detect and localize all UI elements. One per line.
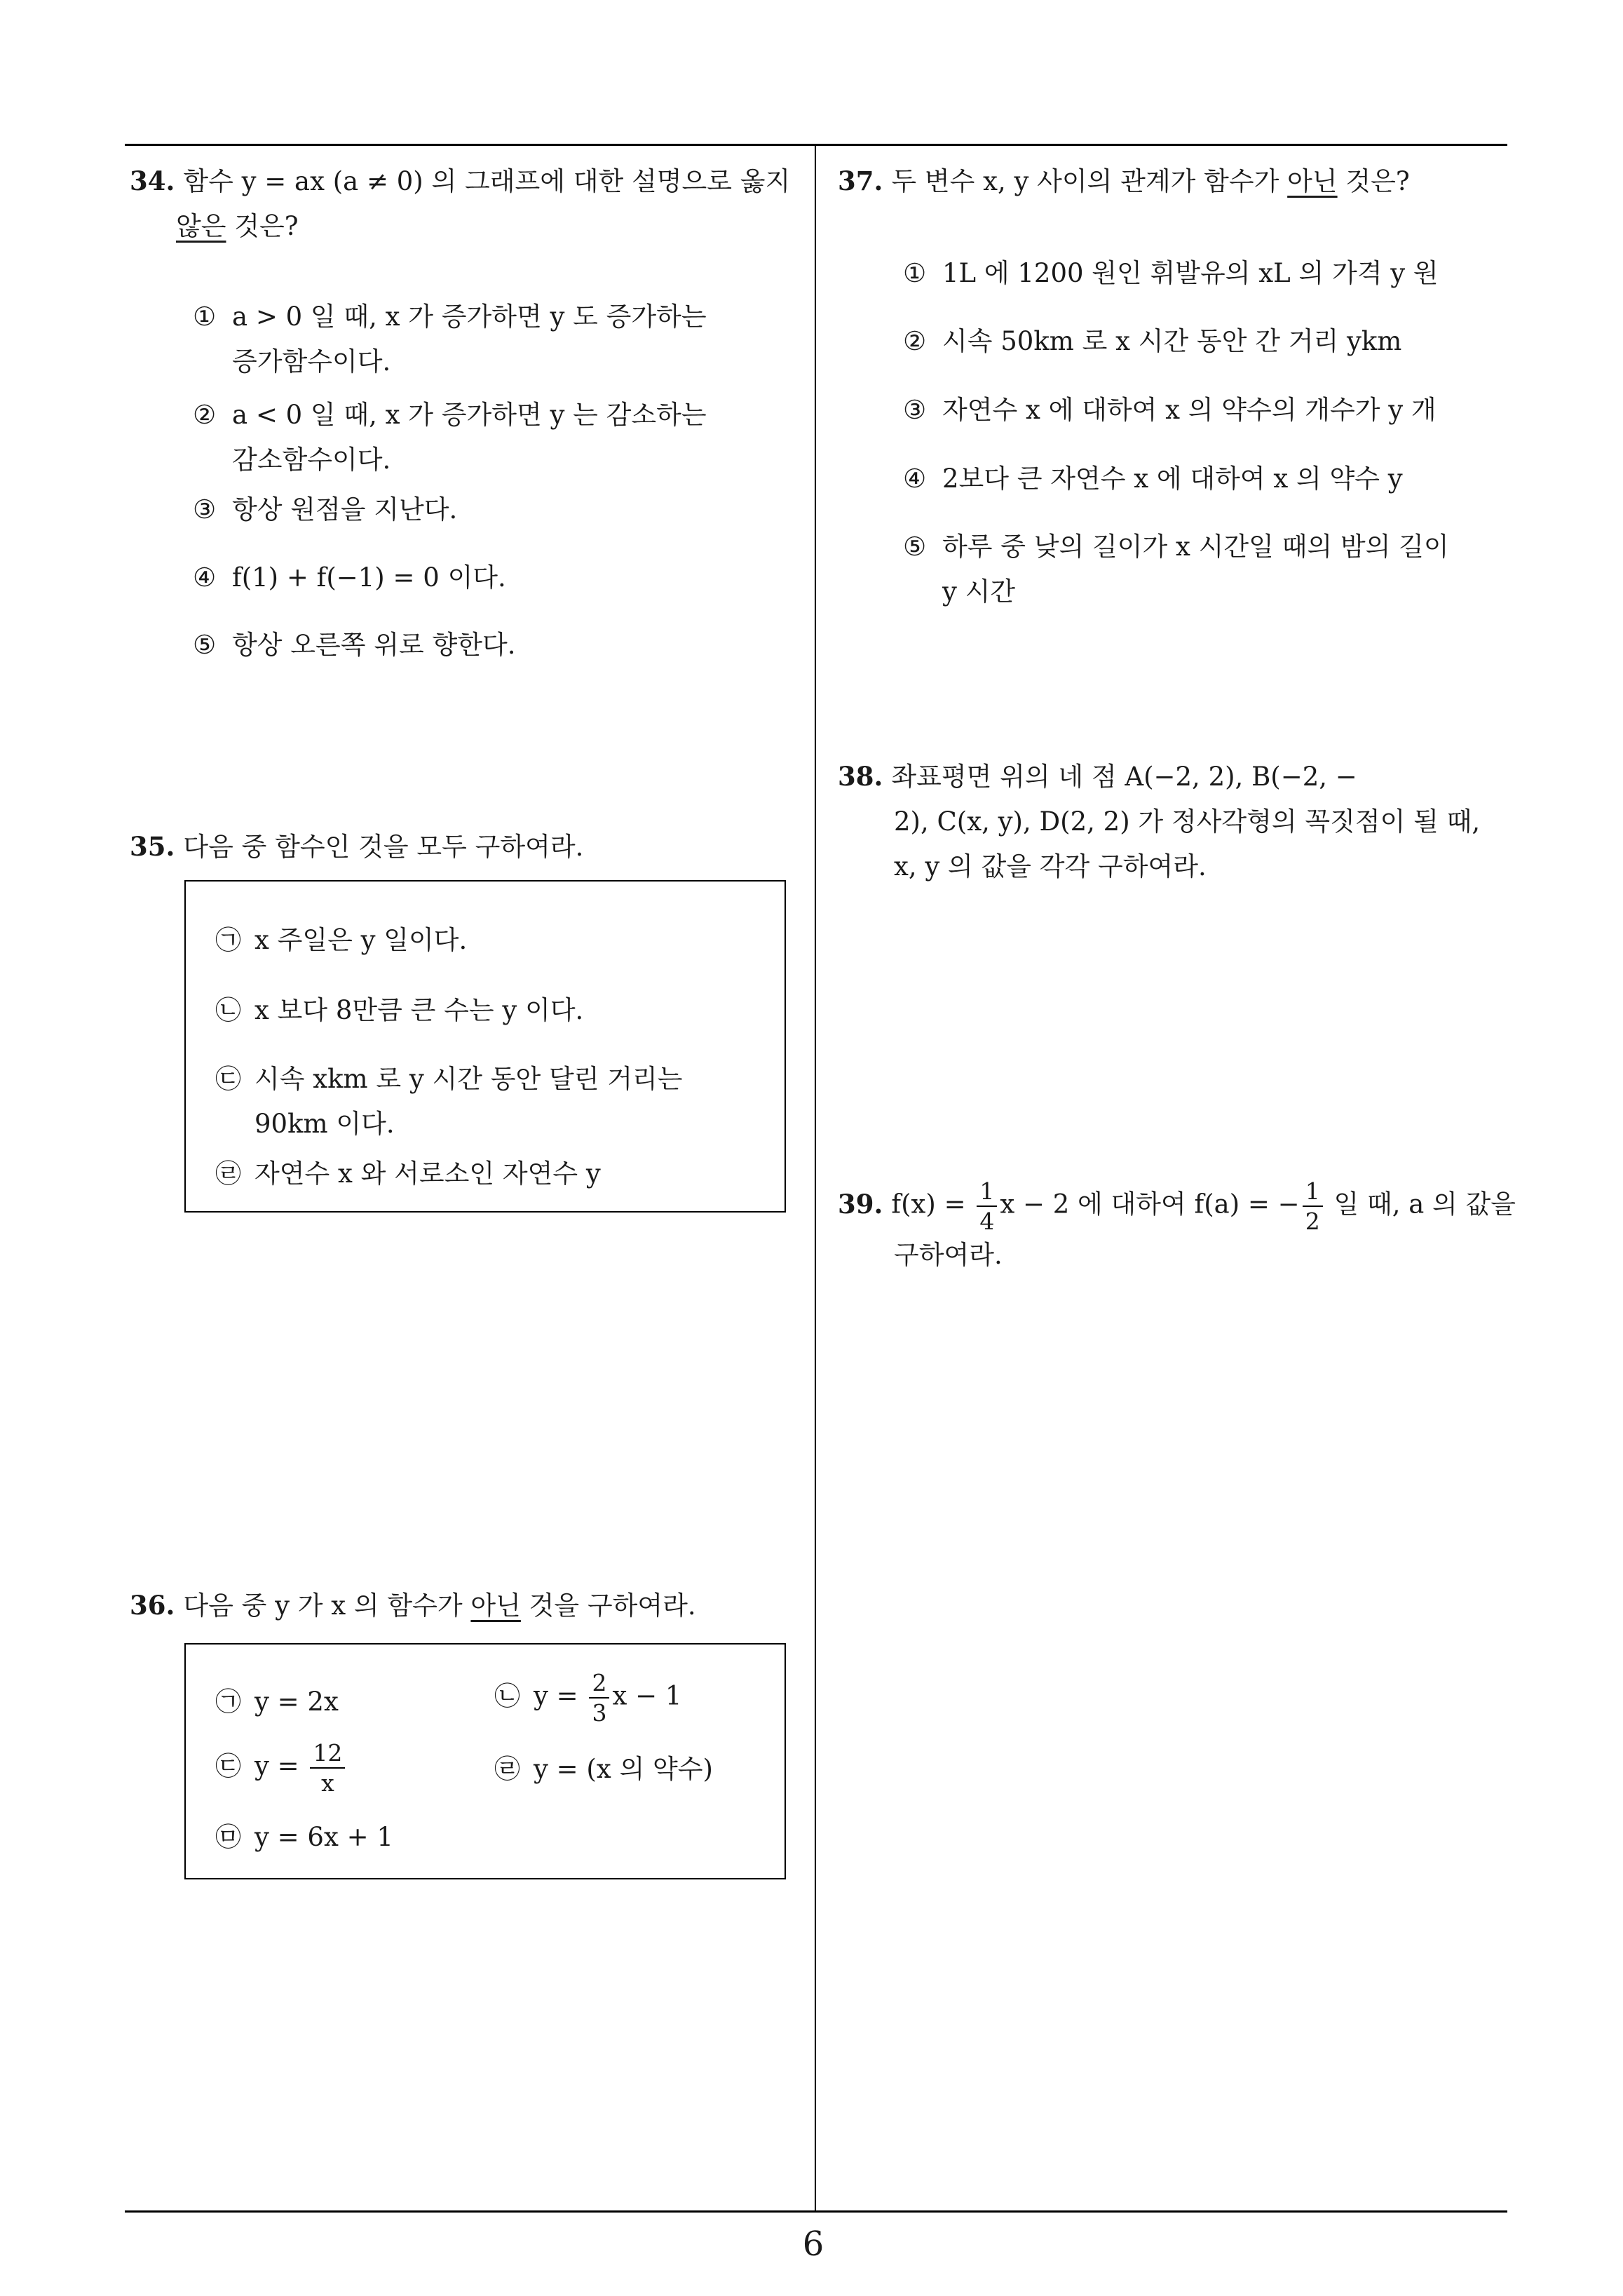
choice-text: y =: [534, 1680, 587, 1711]
page-number: 6: [802, 2224, 824, 2264]
choice-text-cont: 90km 이다.: [254, 1109, 395, 1139]
choice-b[interactable]: [494, 1669, 682, 1727]
option-text: f(1) + f(−1) = 0 이다.: [232, 562, 506, 593]
fraction-denominator: 2: [1305, 1208, 1320, 1235]
fraction-numerator: 1: [1303, 1180, 1323, 1207]
option-text-cont: 감소함수이다.: [232, 445, 391, 475]
fraction-denominator: 4: [979, 1208, 995, 1235]
option-mark: ③: [903, 395, 927, 425]
fraction-numerator: 2: [589, 1671, 609, 1699]
choice-e[interactable]: [215, 1815, 393, 1860]
fraction-numerator: 12: [310, 1741, 345, 1769]
option-mark: ⑤: [903, 532, 927, 562]
option-text: 항상 원점을 지난다.: [232, 494, 458, 525]
question-stem-line-2: 2), C(x, y), D(2, 2) 가 정사각형의 꼭짓점이 될 때,: [894, 806, 1481, 837]
choice-b[interactable]: [215, 988, 583, 1033]
question-34: [130, 158, 803, 249]
choice-text: y = 6x + 1: [254, 1822, 393, 1852]
question-35: [130, 824, 803, 870]
option-mark: ②: [193, 400, 217, 430]
question-stem: f(x) =: [891, 1189, 975, 1220]
choice-mark: ㉠: [215, 925, 241, 955]
option-text: 하루 중 낮의 길이가 x 시간일 때의 밤의 길이: [942, 532, 1449, 562]
fraction-denominator: x: [321, 1769, 334, 1797]
top-rule: [125, 144, 1507, 146]
choice-text: 자연수 x 와 서로소인 자연수 y: [254, 1159, 601, 1189]
question-stem-end: 것은?: [226, 211, 299, 241]
fraction-denominator: 3: [592, 1699, 607, 1727]
choice-mark: ㉡: [215, 995, 241, 1025]
question-stem-line-2: 구하여라.: [894, 1240, 1003, 1270]
underlined-word: 아닌: [1287, 166, 1338, 196]
choice-c[interactable]: [215, 1057, 683, 1147]
fraction: [589, 1669, 609, 1727]
option-1[interactable]: [193, 295, 707, 384]
option-3[interactable]: [193, 487, 457, 532]
q35-choice-box: [184, 880, 786, 1213]
underlined-word: 아닌: [470, 1591, 521, 1621]
choice-text: x 주일은 y 일이다.: [254, 925, 468, 955]
option-4[interactable]: [903, 457, 1403, 501]
choice-text: y = (x 의 약수): [534, 1754, 713, 1784]
fraction: [977, 1177, 997, 1235]
question-number: 37.: [838, 166, 883, 196]
question-36: [130, 1583, 803, 1628]
question-stem: 좌표평면 위의 네 점 A(−2, 2), B(−2, −: [891, 762, 1357, 792]
option-2[interactable]: [903, 319, 1401, 364]
choice-mark: ㉢: [215, 1064, 241, 1094]
option-mark: ④: [193, 562, 217, 593]
choice-a[interactable]: [215, 1680, 339, 1724]
option-mark: ⑤: [193, 630, 217, 660]
choice-mark: ㉡: [494, 1680, 520, 1711]
option-mark: ①: [903, 258, 927, 288]
underlined-word: 않은: [176, 211, 226, 241]
question-39: [838, 1177, 1516, 1278]
choice-mark: ㉢: [215, 1750, 241, 1781]
option-text-cont: y 시간: [942, 576, 1016, 607]
question-stem-end: 것을 구하여라.: [520, 1591, 696, 1621]
option-mark: ④: [903, 464, 927, 494]
option-text: a < 0 일 때, x 가 증가하면 y 는 감소하는: [232, 400, 707, 430]
option-2[interactable]: [193, 393, 707, 482]
choice-text: y =: [254, 1750, 308, 1781]
question-number: 35.: [130, 831, 175, 862]
choice-d[interactable]: [494, 1747, 713, 1792]
question-stem-mid: x − 2 에 대하여 f(a) = −: [1000, 1189, 1300, 1220]
question-stem: 다음 중 함수인 것을 모두 구하여라.: [183, 832, 584, 862]
option-mark: ③: [193, 494, 217, 525]
option-mark: ②: [903, 326, 927, 356]
option-text-cont: 증가함수이다.: [232, 346, 391, 377]
option-text: 항상 오른쪽 위로 향한다.: [232, 630, 516, 660]
q36-choice-box: [184, 1643, 786, 1879]
option-4[interactable]: [193, 555, 506, 600]
option-5[interactable]: [903, 525, 1449, 614]
option-text: a > 0 일 때, x 가 증가하면 y 도 증가하는: [232, 302, 707, 332]
choice-a[interactable]: [215, 918, 467, 963]
question-number: 38.: [838, 761, 883, 792]
choice-text: y = 2x: [254, 1687, 339, 1717]
choice-c[interactable]: [215, 1741, 348, 1795]
question-stem: 두 변수 x, y 사이의 관계가 함수가: [891, 166, 1288, 196]
bottom-rule: [125, 2210, 1507, 2213]
question-number: 34.: [130, 166, 175, 196]
choice-text: x 보다 8만큼 큰 수는 y 이다.: [254, 995, 584, 1025]
choice-mark: ㉣: [215, 1159, 241, 1189]
option-1[interactable]: [903, 251, 1439, 296]
column-divider: [815, 145, 816, 2211]
option-text: 시속 50km 로 x 시간 동안 간 거리 ykm: [942, 326, 1402, 356]
question-37: [838, 158, 1511, 204]
option-text: 1L 에 1200 원인 휘발유의 xL 의 가격 y 원: [942, 258, 1439, 288]
fraction: [310, 1741, 345, 1795]
option-5[interactable]: [193, 623, 515, 668]
choice-text: 시속 xkm 로 y 시간 동안 달린 거리는: [254, 1064, 683, 1094]
question-stem-line-3: x, y 의 값을 각각 구하여라.: [894, 851, 1207, 882]
option-text: 2보다 큰 자연수 x 에 대하여 x 의 약수 y: [942, 464, 1403, 494]
choice-d[interactable]: [215, 1152, 601, 1196]
question-number: 39.: [838, 1188, 883, 1220]
question-stem: 다음 중 y 가 x 의 함수가: [183, 1591, 471, 1621]
option-mark: ①: [193, 302, 217, 332]
question-number: 36.: [130, 1590, 175, 1621]
option-text: 자연수 x 에 대하여 x 의 약수의 개수가 y 개: [942, 395, 1437, 425]
choice-mark: ㉤: [215, 1822, 241, 1852]
question-38: [838, 754, 1511, 889]
fraction-numerator: 1: [977, 1180, 997, 1207]
choice-mark: ㉣: [494, 1754, 520, 1784]
choice-text-end: x − 1: [612, 1680, 682, 1711]
question-stem-end: 일 때, a 의 값을: [1325, 1189, 1516, 1220]
choice-mark: ㉠: [215, 1687, 241, 1717]
option-3[interactable]: [903, 388, 1437, 433]
question-stem: 함수 y = ax (a ≠ 0) 의 그래프에 대한 설명으로 옳지: [183, 166, 791, 196]
question-stem-end: 것은?: [1337, 166, 1410, 196]
fraction: [1303, 1177, 1323, 1235]
